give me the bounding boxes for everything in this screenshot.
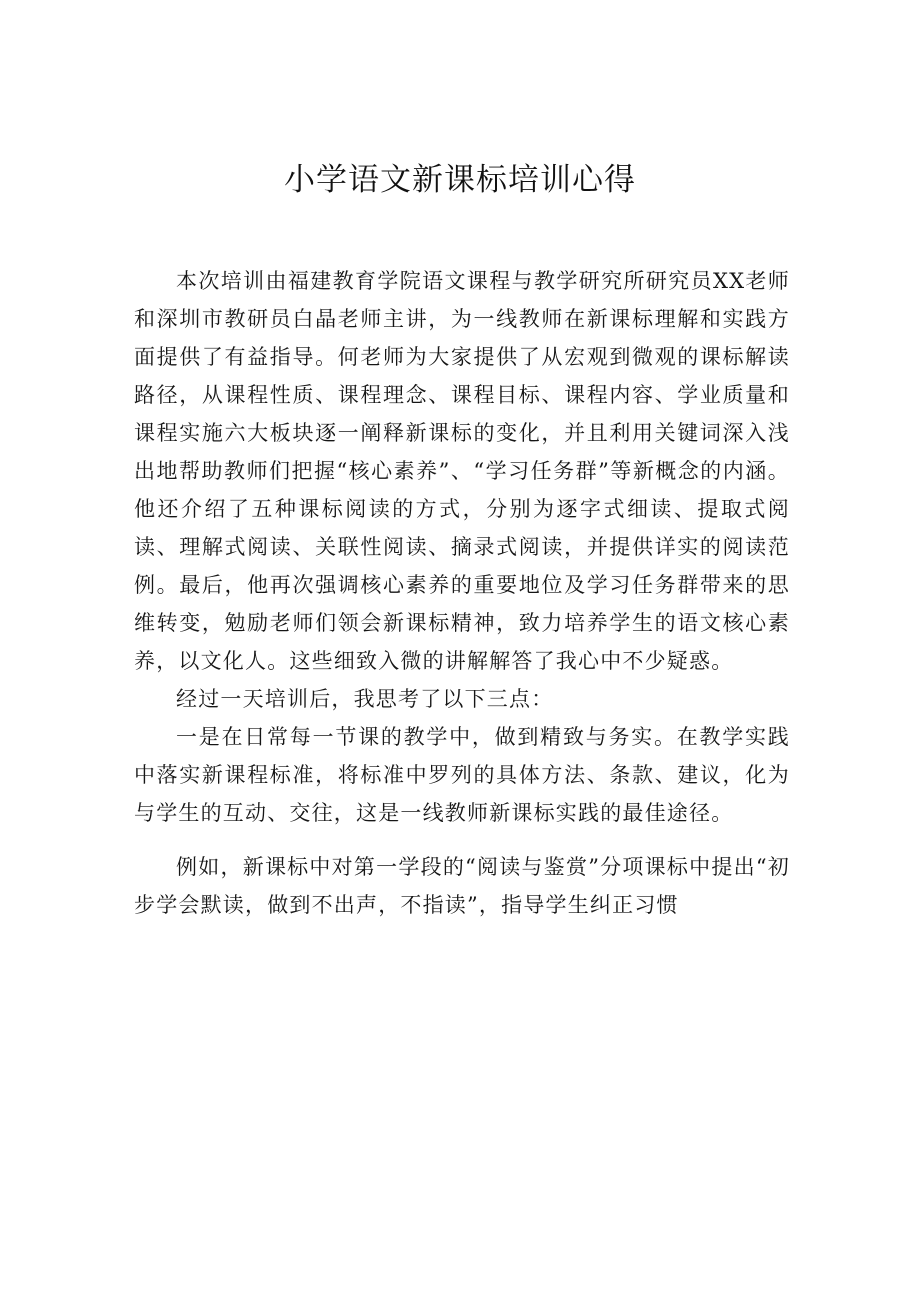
paragraph-point-one: 一是在日常每一节课的教学中，做到精致与务实。在教学实践中落实新课程标准，将标准中罗列的具体方法、条款、建议，化为与学生的互动、交往，这是一线教师新课标实践的最佳途径。 (134, 725, 790, 825)
paragraph-training-summary: 本次培训由福建教育学院语文课程与教学研究所研究员XX老师和深圳市教研员白晶老师主讲，为一线教师在新课标理解和实践方面提供了有益指导。何老师为大家提供了从宏观到微观的课标解读路径，从课程性质、课程理念、课程目标、课程内容、学业质量和课程实施六大板块逐一阐释新课标的变化，并且利用关键词深入浅出地帮助教师们把握“核心素养”、“学习任务群”等新概念的内涵。他还介绍了五种课标阅读的方式，分别为逐字式细读、提取式阅读、理解式阅读、关联性阅读、摘录式阅读，并提供详实的阅读范例。最后，他再次强调核心素养的重要地位及学习任务群带来的思维转变，勉励老师们领会新课标精神，致力培养学生的语文核心素养，以文化人。这些细致入微的讲解解答了我心中不少疑惑。 (134, 269, 790, 673)
document-title: 小学语文新课标培训心得 (284, 162, 636, 198)
document-body (134, 262, 790, 924)
paragraph-reflection-intro: 经过一天培训后，我思考了以下三点： (176, 687, 554, 711)
paragraph-example: 例如，新课标中对第一学段的“阅读与鉴赏”分项课标中提出“初步学会默读，做到不出声，不指读”，指导学生纠正习惯 (134, 855, 790, 917)
